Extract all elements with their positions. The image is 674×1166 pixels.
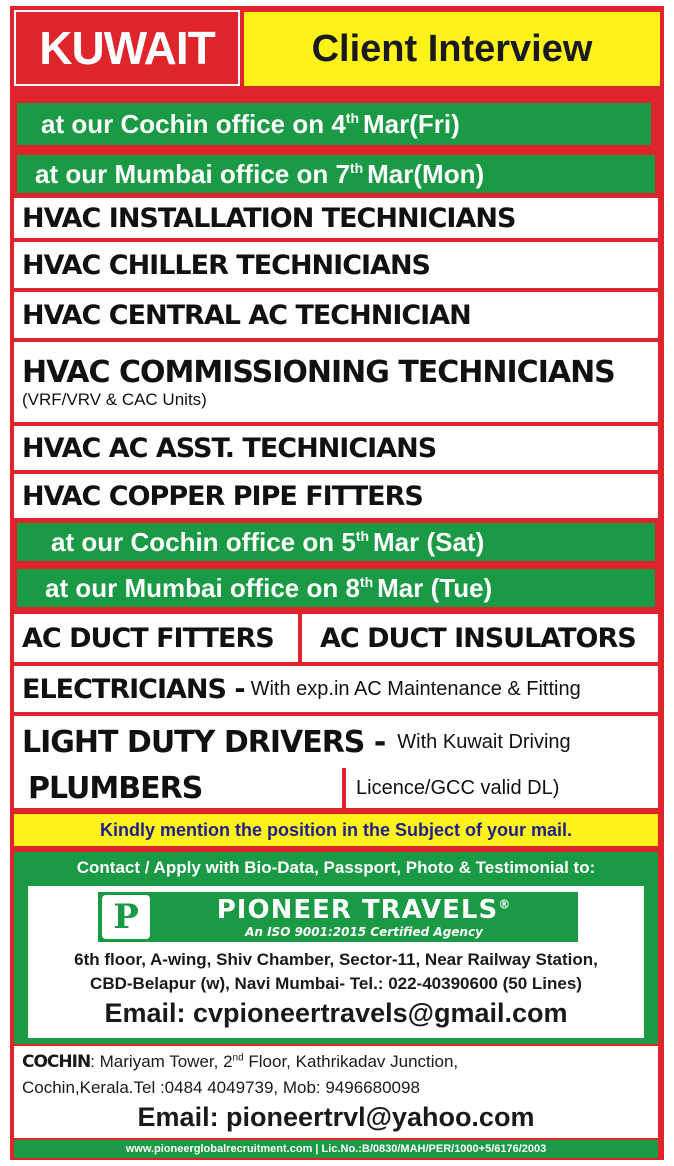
- cochin-address-2: Cochin,Kerala.Tel :0484 4049739, Mob: 9496680098: [22, 1078, 420, 1097]
- ordinal-suffix: th: [349, 160, 364, 176]
- job-asst-technicians: HVAC AC ASST. TECHNICIANS: [14, 426, 658, 470]
- ordinal-suffix: th: [345, 110, 360, 126]
- schedule-text: at our Cochin office on 4: [41, 108, 346, 139]
- address-line-2: CBD-Belapur (w), Navi Mumbai- Tel.: 022-40390600 (50 Lines): [90, 974, 582, 993]
- schedule-mumbai-1: [14, 152, 658, 196]
- schedule-date: Mar (Sat): [373, 526, 485, 557]
- schedule-mumbai-2: [14, 566, 658, 610]
- cochin-address-1: [22, 1052, 458, 1072]
- poster-frame: [10, 6, 664, 1160]
- job-commissioning-title: HVAC COMMISSIONING TECHNICIANS: [22, 354, 615, 390]
- job-duct-insulators: AC DUCT INSULATORS: [302, 614, 658, 662]
- company-name: PIONEER TRAVELS: [216, 895, 499, 925]
- job-drivers: [14, 716, 658, 768]
- job-electricians: [14, 666, 658, 712]
- job-commissioning: [14, 342, 658, 422]
- job-installation: HVAC INSTALLATION TECHNICIANS: [14, 198, 658, 238]
- address-line-1: 6th floor, A-wing, Shiv Chamber, Sector-11, Near Railway Station,: [74, 950, 598, 969]
- contact-details: [28, 886, 644, 1038]
- contact-heading: Contact / Apply with Bio-Data, Passport, Photo & Testimonial to:: [76, 858, 596, 877]
- ordinal-suffix: th: [355, 528, 370, 544]
- schedule-date: Mar(Mon): [367, 158, 485, 189]
- footer-license: www.pioneerglobalrecruitment.com | Lic.No.:B/0830/MAH/PER/1000+5/6176/2003: [14, 1140, 658, 1158]
- country-heading: KUWAIT: [14, 10, 240, 86]
- job-copper-pipe: HVAC COPPER PIPE FITTERS: [14, 474, 658, 518]
- company-logo: [98, 892, 578, 942]
- schedule-text: at our Mumbai office on 7: [35, 158, 350, 189]
- job-electricians-note: With exp.in AC Maintenance & Fitting: [250, 677, 581, 700]
- pioneer-logo-icon: P: [102, 895, 150, 939]
- subject-notice: Kindly mention the position in the Subject of your mail.: [14, 814, 658, 846]
- schedule-date: Mar(Fri): [363, 108, 460, 139]
- registered-mark: ®: [498, 897, 512, 912]
- cochin-address-b: Floor, Kathrikadav Junction,: [243, 1052, 459, 1071]
- schedule-text: at our Mumbai office on 8: [45, 572, 360, 603]
- job-chiller: HVAC CHILLER TECHNICIANS: [14, 242, 658, 288]
- cochin-address-a: : Mariyam Tower, 2: [90, 1052, 233, 1071]
- certification: An ISO 9001:2015 Certified Agency: [245, 925, 483, 939]
- contact-box: [14, 852, 658, 1044]
- email-mumbai[interactable]: Email: cvpioneertravels@gmail.com: [104, 998, 568, 1028]
- cochin-box: [14, 1046, 658, 1138]
- licence-note: [346, 768, 658, 808]
- licence-note-text: Licence/GCC valid DL): [356, 776, 560, 799]
- job-duct-fitters: AC DUCT FITTERS: [14, 614, 298, 662]
- title-banner: Client Interview: [244, 12, 660, 86]
- cochin-label: COCHIN: [22, 1052, 91, 1072]
- company-brand: [150, 895, 578, 939]
- job-drivers-note: With Kuwait Driving: [397, 730, 571, 753]
- schedule-cochin-1: [14, 100, 654, 148]
- job-commissioning-note: (VRF/VRV & CAC Units): [22, 389, 207, 409]
- ordinal-suffix: nd: [232, 1052, 244, 1064]
- email-cochin[interactable]: Email: pioneertrvl@yahoo.com: [137, 1102, 535, 1132]
- job-plumbers: PLUMBERS: [14, 768, 342, 808]
- ordinal-suffix: th: [359, 574, 374, 590]
- job-electricians-title: ELECTRICIANS -: [22, 673, 245, 705]
- schedule-cochin-2: [14, 520, 658, 564]
- schedule-date: Mar (Tue): [377, 572, 493, 603]
- schedule-text: at our Cochin office on 5: [51, 526, 356, 557]
- job-drivers-title: LIGHT DUTY DRIVERS -: [22, 724, 386, 760]
- job-central-ac: HVAC CENTRAL AC TECHNICIAN: [14, 292, 658, 338]
